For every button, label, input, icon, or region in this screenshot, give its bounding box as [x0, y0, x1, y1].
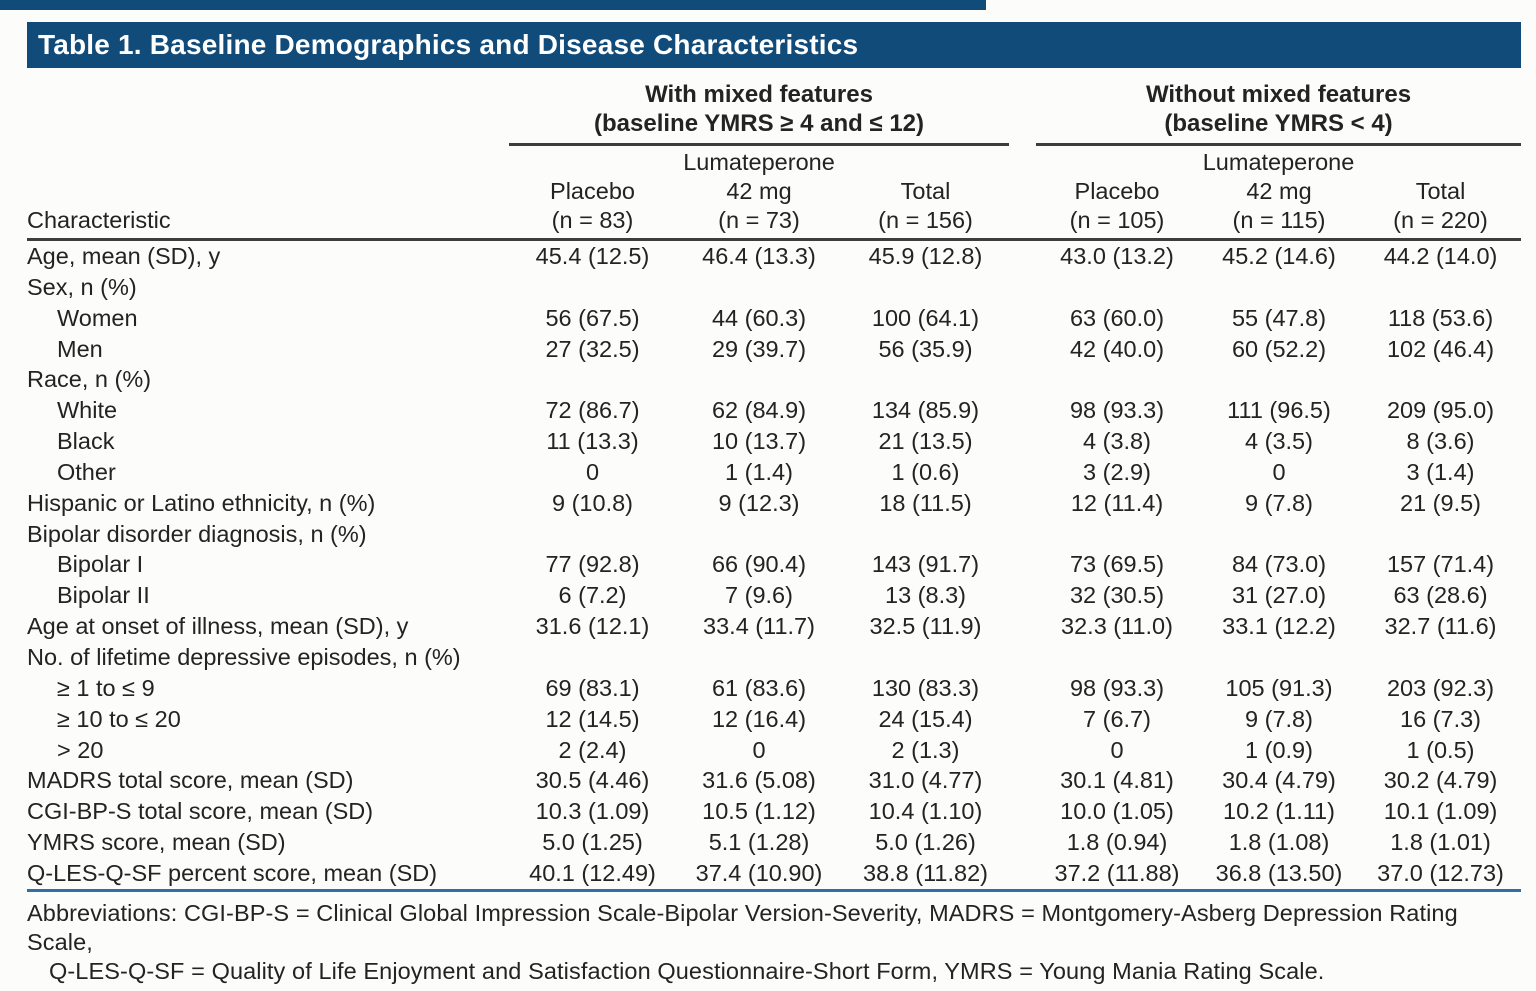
- value-cell: 62 (84.9): [711, 397, 807, 424]
- spacer-cell: [1009, 580, 1036, 611]
- value-cell: 10.0 (1.05): [1060, 798, 1174, 825]
- value-cell: 8 (3.6): [1406, 428, 1475, 455]
- column-n: (n = 220): [1360, 206, 1521, 240]
- footnote-line: Q-LES-Q-SF = Quality of Life Enjoyment and Satisfaction Questionnaire-Short Form, YMRS = Young Mania Rating Scale.: [49, 957, 1325, 984]
- value-cell: 9 (7.8): [1245, 489, 1313, 516]
- value-cell: 40.1 (12.49): [509, 858, 676, 890]
- value-cell: [509, 364, 676, 395]
- value-cell: 44 (60.3): [711, 304, 807, 331]
- row-label: Age, mean (SD), y: [27, 243, 221, 269]
- value-cell: 10.5 (1.12): [702, 798, 816, 825]
- column-label: Placebo: [1074, 178, 1160, 204]
- value-cell: 2 (2.4): [558, 736, 627, 763]
- table-row: [27, 796, 1521, 827]
- value-cell: 30.4 (4.79): [1222, 767, 1336, 794]
- table-title-bar: [27, 22, 1521, 68]
- row-label: Bipolar I: [57, 551, 144, 578]
- value-cell: 30.2 (4.79): [1383, 767, 1498, 794]
- spacer-cell: [1009, 488, 1036, 519]
- column-n: (n = 156): [842, 206, 1009, 240]
- value-cell: [842, 364, 1009, 395]
- value-cell: 31.0 (4.77): [868, 767, 983, 794]
- column-label-row: [27, 177, 1521, 206]
- spacer-cell: [1009, 334, 1036, 365]
- table-row: [27, 704, 1521, 735]
- value-cell: 10 (13.7): [711, 428, 807, 455]
- baseline-demographics-table: [27, 80, 1521, 892]
- value-cell: 6 (7.2): [558, 582, 627, 609]
- spacer-cell: [1009, 735, 1036, 766]
- table-row: [27, 457, 1521, 488]
- group-header-without-mixed: [1036, 80, 1521, 145]
- value-cell: 32.5 (11.9): [869, 613, 982, 640]
- spacer-cell: [1009, 240, 1036, 272]
- value-cell: [842, 642, 1009, 673]
- row-label: Age at onset of illness, mean (SD), y: [27, 613, 409, 640]
- value-cell: 45.2 (14.6): [1222, 243, 1336, 269]
- table-row: [27, 426, 1521, 457]
- value-cell: 63 (28.6): [1393, 582, 1488, 609]
- value-cell: 111 (96.5): [1227, 397, 1331, 424]
- value-cell: 0: [1110, 736, 1124, 763]
- value-cell: 60 (52.2): [1231, 335, 1327, 362]
- value-cell: 69 (83.1): [545, 674, 640, 701]
- value-cell: 2 (1.3): [891, 736, 960, 763]
- value-cell: 66 (90.4): [711, 551, 807, 578]
- value-cell: 12 (16.4): [711, 705, 807, 732]
- value-cell: 73 (69.5): [1069, 551, 1165, 578]
- value-cell: [1198, 272, 1360, 303]
- table-title: Table 1. Baseline Demographics and Disease Characteristics: [38, 29, 859, 60]
- table-figure: [27, 22, 1521, 991]
- value-cell: 10.1 (1.09): [1383, 798, 1498, 825]
- table-row: [27, 240, 1521, 272]
- value-cell: 5.0 (1.25): [542, 829, 643, 856]
- row-label: Bipolar disorder diagnosis, n (%): [27, 520, 367, 547]
- value-cell: 56 (67.5): [545, 304, 640, 331]
- column-label: Placebo: [550, 178, 635, 204]
- spacer-cell: [1009, 426, 1036, 457]
- value-cell: 45.9 (12.8): [868, 243, 983, 269]
- value-cell: [1360, 272, 1521, 303]
- value-cell: 7 (6.7): [1083, 705, 1151, 732]
- value-cell: 102 (46.4): [1386, 335, 1495, 362]
- drug-spanner-row: [27, 145, 1521, 178]
- value-cell: 33.1 (12.2): [1222, 613, 1336, 640]
- value-cell: 98 (93.3): [1069, 397, 1165, 424]
- value-cell: [1360, 642, 1521, 673]
- spacer-cell: [1009, 177, 1036, 206]
- value-cell: 16 (7.3): [1400, 705, 1482, 732]
- drug-spanner: Lumateperone: [1202, 149, 1355, 175]
- value-cell: 30.1 (4.81): [1060, 767, 1174, 794]
- row-label: CGI-BP-S total score, mean (SD): [27, 798, 374, 825]
- value-cell: [1036, 364, 1198, 395]
- spacer-cell: [1009, 611, 1036, 642]
- column-n: (n = 115): [1198, 206, 1360, 240]
- value-cell: 45.4 (12.5): [535, 243, 650, 269]
- value-cell: 1 (0.9): [1245, 736, 1313, 763]
- value-cell: 42 (40.0): [1069, 335, 1165, 362]
- spacer-cell: [1009, 765, 1036, 796]
- row-label: Women: [57, 304, 138, 331]
- value-cell: 38.8 (11.82): [842, 858, 1009, 890]
- value-cell: [1198, 642, 1360, 673]
- value-cell: [1198, 364, 1360, 395]
- value-cell: 61 (83.6): [711, 674, 807, 701]
- table-row: [27, 858, 1521, 890]
- table-body: [27, 240, 1521, 891]
- value-cell: [676, 272, 842, 303]
- value-cell: [1036, 642, 1198, 673]
- table-row: [27, 611, 1521, 642]
- value-cell: 63 (60.0): [1069, 304, 1165, 331]
- spacer-cell: [1009, 80, 1036, 145]
- table-row: [27, 303, 1521, 334]
- value-cell: 32.7 (11.6): [1384, 613, 1497, 640]
- value-cell: 32 (30.5): [1069, 582, 1165, 609]
- value-cell: 21 (9.5): [1400, 489, 1482, 516]
- table-row: [27, 334, 1521, 365]
- table-row: [27, 827, 1521, 858]
- value-cell: 31 (27.0): [1231, 582, 1327, 609]
- value-cell: 32.3 (11.0): [1061, 613, 1173, 640]
- value-cell: 4 (3.8): [1083, 428, 1151, 455]
- column-n: (n = 83): [509, 206, 676, 240]
- value-cell: 3 (2.9): [1083, 458, 1151, 485]
- value-cell: 55 (47.8): [1231, 304, 1327, 331]
- value-cell: [1360, 364, 1521, 395]
- group-subtitle: (baseline YMRS ≥ 4 and ≤ 12): [594, 110, 924, 137]
- value-cell: 1.8 (1.01): [1390, 829, 1491, 856]
- column-label: 42 mg: [726, 178, 792, 204]
- value-cell: 0: [752, 736, 766, 763]
- row-label: Bipolar II: [57, 582, 150, 609]
- row-label: YMRS score, mean (SD): [27, 829, 286, 856]
- value-cell: 4 (3.5): [1245, 428, 1313, 455]
- value-cell: [842, 272, 1009, 303]
- value-cell: [676, 642, 842, 673]
- value-cell: 1.8 (0.94): [1066, 829, 1168, 856]
- spacer-cell: [1009, 796, 1036, 827]
- value-cell: 1 (0.5): [1406, 736, 1475, 763]
- value-cell: 44.2 (14.0): [1383, 243, 1498, 269]
- group-title: With mixed features: [645, 81, 873, 108]
- value-cell: 31.6 (12.1): [535, 613, 650, 640]
- value-cell: [1198, 519, 1360, 550]
- row-label: Race, n (%): [27, 366, 152, 393]
- value-cell: 0: [585, 458, 600, 485]
- value-cell: 209 (95.0): [1386, 397, 1495, 424]
- value-cell: 30.5 (4.46): [535, 767, 650, 794]
- spacer-cell: [1009, 145, 1036, 178]
- table-row: [27, 519, 1521, 550]
- table-row: [27, 580, 1521, 611]
- value-cell: 12 (14.5): [545, 705, 640, 732]
- value-cell: 84 (73.0): [1231, 551, 1327, 578]
- spacer-cell: [1009, 642, 1036, 673]
- value-cell: 1.8 (1.08): [1228, 829, 1330, 856]
- table-row: [27, 642, 1521, 673]
- footnote-line: Abbreviations: CGI-BP-S = Clinical Global Impression Scale-Bipolar Version-Severity, MADRS = Montgomery-Asberg Depression Rating Scale,: [27, 899, 1458, 955]
- table-row: [27, 272, 1521, 303]
- value-cell: 18 (11.5): [879, 489, 972, 516]
- spacer-cell: [1009, 364, 1036, 395]
- value-cell: 130 (83.3): [871, 674, 980, 701]
- top-partial-rule: [0, 0, 986, 10]
- table-row: [27, 735, 1521, 766]
- row-label: Sex, n (%): [27, 273, 137, 300]
- spacer-cell: [1009, 206, 1036, 240]
- spacer-cell: [1009, 858, 1036, 890]
- value-cell: 134 (85.9): [871, 397, 980, 424]
- spacer-cell: [1009, 303, 1036, 334]
- column-n: (n = 105): [1036, 206, 1198, 240]
- spacer-cell: [27, 177, 509, 206]
- value-cell: 7 (9.6): [725, 582, 793, 609]
- value-cell: 11 (13.3): [546, 428, 639, 455]
- column-n: (n = 73): [676, 206, 842, 240]
- value-cell: 72 (86.7): [545, 397, 640, 424]
- value-cell: 37.0 (12.73): [1360, 858, 1521, 890]
- value-cell: 27 (32.5): [545, 335, 640, 362]
- column-n-row: [27, 206, 1521, 240]
- value-cell: 33.4 (11.7): [703, 613, 815, 640]
- value-cell: [1036, 272, 1198, 303]
- row-label: ≥ 10 to ≤ 20: [57, 705, 181, 732]
- spacer-cell: [27, 145, 509, 178]
- value-cell: [1036, 519, 1198, 550]
- table-row: [27, 673, 1521, 704]
- value-cell: 10.4 (1.10): [868, 798, 983, 825]
- value-cell: 1 (0.6): [891, 458, 960, 485]
- value-cell: 105 (91.3): [1225, 674, 1333, 701]
- value-cell: [676, 364, 842, 395]
- value-cell: 29 (39.7): [711, 335, 807, 362]
- value-cell: 10.2 (1.11): [1223, 798, 1335, 825]
- spacer-cell: [1009, 457, 1036, 488]
- spacer-cell: [1009, 673, 1036, 704]
- value-cell: 46.4 (13.3): [702, 243, 816, 269]
- value-cell: 143 (91.7): [871, 551, 980, 578]
- value-cell: 1 (1.4): [725, 458, 793, 485]
- row-label: > 20: [57, 736, 104, 763]
- value-cell: 98 (93.3): [1069, 674, 1165, 701]
- drug-spanner: Lumateperone: [683, 149, 835, 175]
- value-cell: 9 (10.8): [552, 489, 633, 516]
- spacer-cell: [27, 80, 509, 145]
- abbreviations-footnote: [27, 892, 1521, 991]
- group-title: Without mixed features: [1145, 81, 1412, 108]
- row-label: Other: [57, 458, 116, 485]
- value-cell: [509, 272, 676, 303]
- value-cell: 43.0 (13.2): [1060, 243, 1174, 269]
- value-cell: [509, 642, 676, 673]
- value-cell: 118 (53.6): [1387, 304, 1494, 331]
- table-row: [27, 549, 1521, 580]
- table-row: [27, 364, 1521, 395]
- table-row: [27, 488, 1521, 519]
- spacer-cell: [1009, 549, 1036, 580]
- value-cell: [842, 519, 1009, 550]
- group-spanner-row: [27, 80, 1521, 145]
- spacer-cell: [1009, 519, 1036, 550]
- row-label: ≥ 1 to ≤ 9: [57, 674, 155, 701]
- value-cell: 9 (12.3): [718, 489, 800, 516]
- value-cell: [509, 519, 676, 550]
- group-subtitle: (baseline YMRS < 4): [1164, 110, 1393, 137]
- value-cell: 203 (92.3): [1386, 674, 1495, 701]
- row-label: White: [57, 397, 118, 424]
- value-cell: 5.0 (1.26): [875, 829, 976, 856]
- value-cell: 5.1 (1.28): [708, 829, 810, 856]
- value-cell: 77 (92.8): [545, 551, 640, 578]
- spacer-cell: [1009, 704, 1036, 735]
- value-cell: [1360, 519, 1521, 550]
- column-label: Total: [1415, 178, 1466, 204]
- value-cell: 12 (11.4): [1070, 489, 1164, 516]
- group-header-mixed: [509, 80, 1009, 145]
- table-row: [27, 765, 1521, 796]
- row-header-label: Characteristic: [27, 206, 509, 240]
- value-cell: 31.6 (5.08): [702, 767, 816, 794]
- value-cell: 21 (13.5): [878, 428, 973, 455]
- value-cell: 37.2 (11.88): [1036, 858, 1198, 890]
- row-label: Q-LES-Q-SF percent score, mean (SD): [27, 858, 509, 890]
- spacer-cell: [1009, 395, 1036, 426]
- value-cell: 157 (71.4): [1386, 551, 1495, 578]
- value-cell: 9 (7.8): [1245, 705, 1313, 732]
- value-cell: 100 (64.1): [871, 304, 980, 331]
- value-cell: 37.4 (10.90): [676, 858, 842, 890]
- row-label: MADRS total score, mean (SD): [27, 767, 354, 794]
- row-label: Men: [57, 335, 103, 362]
- column-label: 42 mg: [1246, 178, 1312, 204]
- value-cell: 36.8 (13.50): [1198, 858, 1360, 890]
- column-label: Total: [900, 178, 951, 204]
- table-row: [27, 395, 1521, 426]
- row-label: Hispanic or Latino ethnicity, n (%): [27, 489, 376, 516]
- value-cell: 3 (1.4): [1406, 458, 1475, 485]
- value-cell: 13 (8.3): [885, 582, 966, 609]
- value-cell: 10.3 (1.09): [535, 798, 650, 825]
- spacer-cell: [1009, 827, 1036, 858]
- row-label: No. of lifetime depressive episodes, n (%): [27, 643, 461, 670]
- value-cell: 0: [1272, 458, 1286, 485]
- value-cell: 24 (15.4): [878, 705, 973, 732]
- row-label: Black: [57, 428, 115, 455]
- spacer-cell: [1009, 272, 1036, 303]
- value-cell: 56 (35.9): [878, 335, 973, 362]
- value-cell: [676, 519, 842, 550]
